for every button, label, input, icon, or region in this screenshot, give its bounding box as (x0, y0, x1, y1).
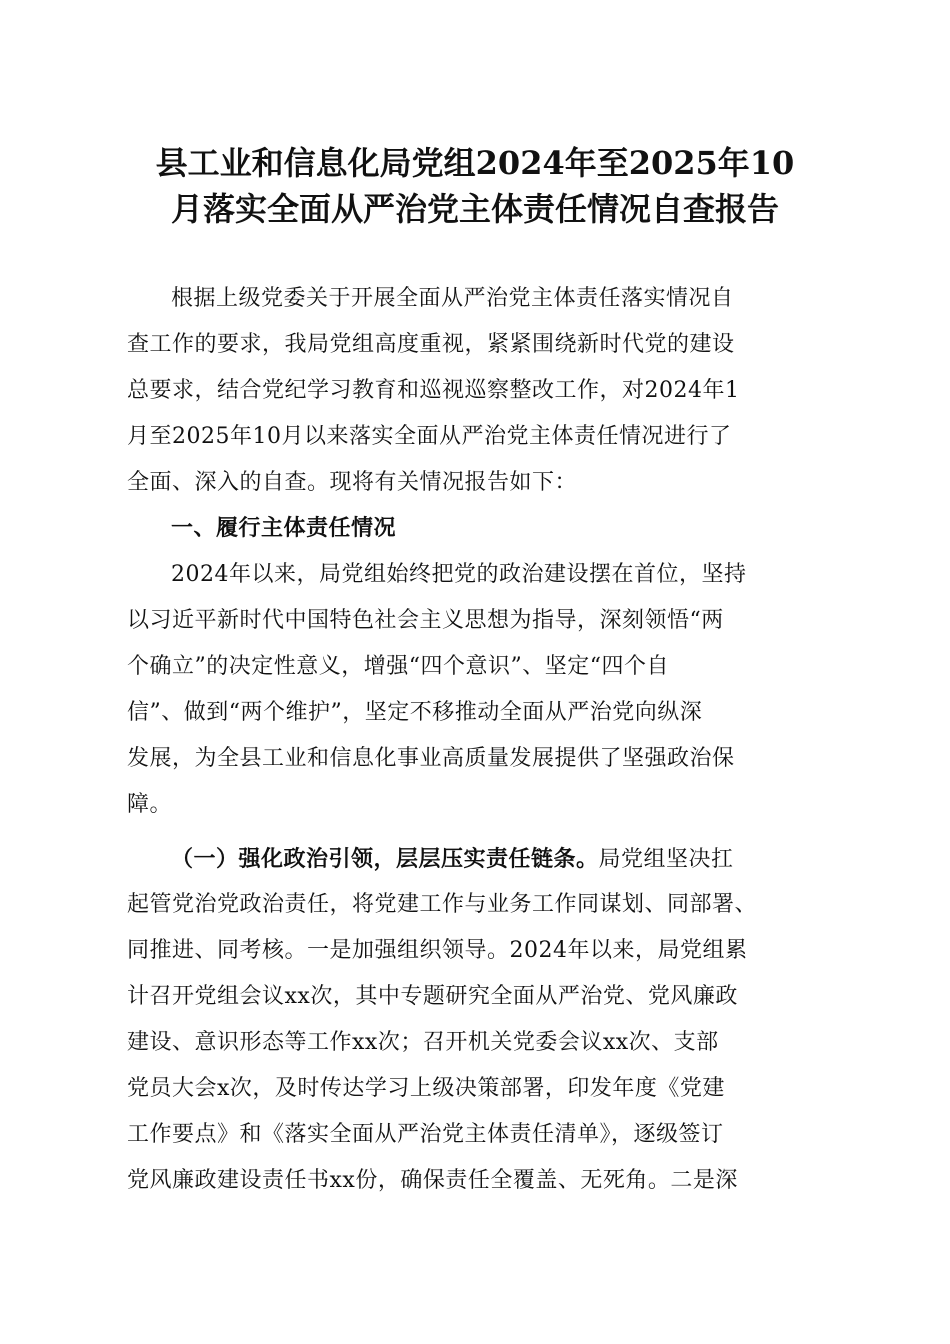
text-line: 工作要点》和《落实全面从严治党主体责任清单》，逐级签订 (127, 1122, 724, 1147)
text-line: 起管党治党政治责任，将党建工作与业务工作同谋划、同部署、 (127, 892, 758, 917)
text-line: 全面、深入的自查。现将有关情况报告如下： (127, 470, 578, 495)
text-line: 计召开党组会议xx次，其中专题研究全面从严治党、党风廉政 (127, 984, 738, 1009)
text-line: 根据上级党委关于开展全面从严治党主体责任落实情况自 (171, 286, 734, 311)
subsection-heading: （一）强化政治引领，层层压实责任链条。 (171, 846, 599, 872)
text-line: 党员大会x次，及时传达学习上级决策部署，印发年度《党建 (127, 1076, 725, 1101)
title-line-1: 县工业和信息化局党组2024年至2025年10 (155, 144, 795, 182)
section-heading: 一、履行主体责任情况 (171, 516, 397, 541)
text-line: 障。 (127, 792, 173, 817)
document-body (127, 276, 827, 1204)
subsection-first-line (127, 836, 827, 882)
text-line: 个确立”的决定性意义，增强“四个意识”、坚定“四个自 (127, 654, 669, 679)
intro-paragraph (127, 276, 827, 506)
text-line: 党风廉政建设责任书xx份，确保责任全覆盖、无死角。二是深 (127, 1168, 738, 1193)
text-line: 2024年以来，局党组始终把党的政治建设摆在首位，坚持 (171, 562, 747, 587)
text-line: 月至2025年10月以来落实全面从严治党主体责任情况进行了 (127, 424, 732, 449)
text-run: 局党组坚决扛 (598, 847, 734, 872)
text-line: 总要求，结合党纪学习教育和巡视巡察整改工作，对2024年1 (127, 378, 740, 403)
section-1 (127, 506, 827, 828)
text-line: 查工作的要求，我局党组高度重视，紧紧围绕新时代党的建设 (127, 332, 735, 357)
text-line: 同推进、同考核。一是加强组织领导。2024年以来，局党组累 (127, 938, 748, 963)
document-title (110, 140, 840, 232)
title-line-2: 月落实全面从严治党主体责任情况自查报告 (170, 190, 779, 228)
text-line: 以习近平新时代中国特色社会主义思想为指导，深刻领悟“两 (127, 608, 724, 633)
text-line: 信”、做到“两个维护”，坚定不移推动全面从严治党向纵深 (127, 700, 703, 725)
text-line: 建设、意识形态等工作xx次；召开机关党委会议xx次、支部 (127, 1030, 719, 1055)
text-line: 发展，为全县工业和信息化事业高质量发展提供了坚强政治保 (127, 746, 735, 771)
subsection-1 (127, 836, 827, 1204)
